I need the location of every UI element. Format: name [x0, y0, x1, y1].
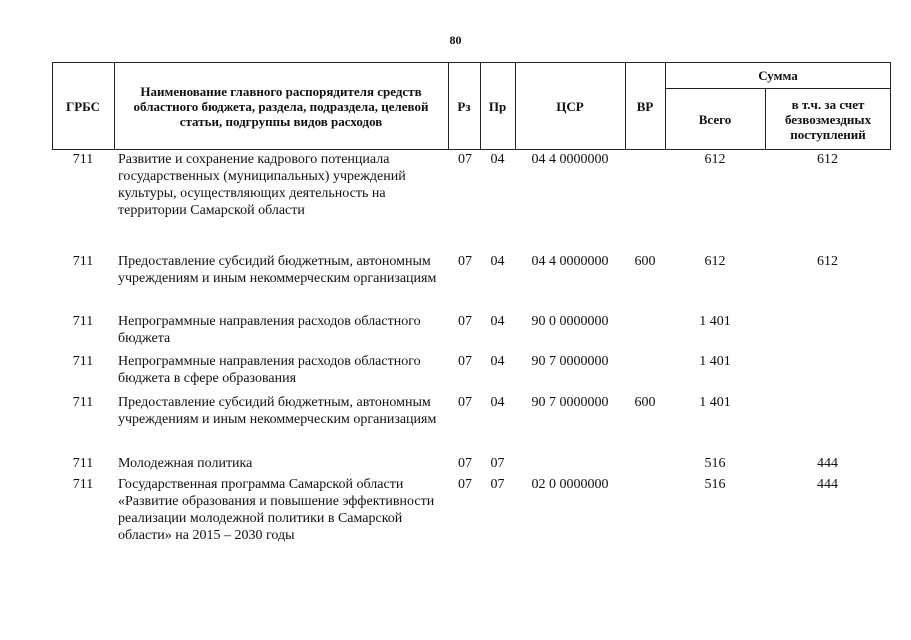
cell-rz: 07: [458, 152, 472, 167]
cell-pr: 07: [490, 477, 505, 492]
header-csr: ЦСР: [556, 98, 584, 114]
cell-name: Непрограммные направления расходов областного бюджета в сфере образования: [118, 354, 421, 386]
cell-pr: 04: [490, 395, 505, 410]
cell-name: Непрограммные направления расходов областного бюджета: [118, 314, 421, 346]
cell-pr: 04: [490, 152, 505, 167]
divider: [765, 88, 766, 150]
cell-total: 1 401: [699, 354, 731, 369]
page-number: 80: [449, 33, 462, 47]
cell-rz: 07: [458, 395, 472, 410]
cell-grbs: 711: [72, 152, 94, 167]
cell-pr: 04: [490, 314, 505, 329]
cell-name: Развитие и сохранение кадрового потенциала государственных (муниципальных) учреждений культуры, осуществляющих деятельность на территории Самарской области: [118, 152, 406, 218]
header-free: в т.ч. за счет безвозмездных поступлений: [784, 96, 872, 142]
header-sum: Сумма: [758, 67, 798, 83]
cell-vr: 600: [634, 395, 656, 410]
cell-rz: 07: [458, 477, 472, 492]
cell-free: 444: [817, 477, 838, 492]
cell-csr: 04 4 0000000: [531, 254, 609, 269]
cell-total: 612: [704, 152, 726, 167]
cell-rz: 07: [458, 354, 472, 369]
cell-free: 612: [817, 152, 838, 167]
cell-name: Государственная программа Самарской области «Развитие образования и повышение эффективности реализации молодежной политики в Самарской области» на 2015 – 2030 годы: [118, 477, 435, 543]
divider: [114, 62, 115, 150]
cell-total: 1 401: [699, 395, 731, 410]
cell-vr: 600: [634, 254, 656, 269]
cell-total: 516: [704, 456, 726, 471]
cell-csr: 04 4 0000000: [531, 152, 609, 167]
cell-total: 1 401: [699, 314, 731, 329]
header-pr: Пр: [488, 98, 507, 114]
header-rz: Рз: [457, 98, 471, 114]
header-total: Всего: [698, 111, 732, 127]
cell-rz: 07: [458, 314, 472, 329]
cell-csr: 02 0 0000000: [531, 477, 609, 492]
cell-csr: 90 0 0000000: [531, 314, 609, 329]
cell-rz: 07: [458, 456, 472, 471]
cell-total: 612: [704, 254, 726, 269]
cell-pr: 07: [490, 456, 505, 471]
cell-grbs: 711: [72, 395, 94, 410]
cell-name: Молодежная политика: [118, 456, 253, 471]
cell-grbs: 711: [72, 254, 94, 269]
cell-pr: 04: [490, 254, 505, 269]
cell-grbs: 711: [72, 456, 94, 471]
header-vr: ВР: [636, 98, 654, 114]
cell-grbs: 711: [72, 354, 94, 369]
cell-csr: 90 7 0000000: [531, 395, 609, 410]
cell-free: 444: [817, 456, 838, 471]
cell-total: 516: [704, 477, 726, 492]
cell-grbs: 711: [72, 477, 94, 492]
cell-grbs: 711: [72, 314, 94, 329]
header-name: Наименование главного распорядителя средств областного бюджета, раздела, подраздела, целевой статьи, подгруппы видов расходов: [133, 83, 429, 129]
cell-name: Предоставление субсидий бюджетным, автономным учреждениям и иным некоммерческим организациям: [118, 254, 437, 286]
cell-rz: 07: [458, 254, 472, 269]
cell-name: Предоставление субсидий бюджетным, автономным учреждениям и иным некоммерческим организациям: [118, 395, 437, 427]
cell-pr: 04: [490, 354, 505, 369]
cell-free: 612: [817, 254, 838, 269]
cell-csr: 90 7 0000000: [531, 354, 609, 369]
header-grbs: ГРБС: [65, 98, 101, 114]
